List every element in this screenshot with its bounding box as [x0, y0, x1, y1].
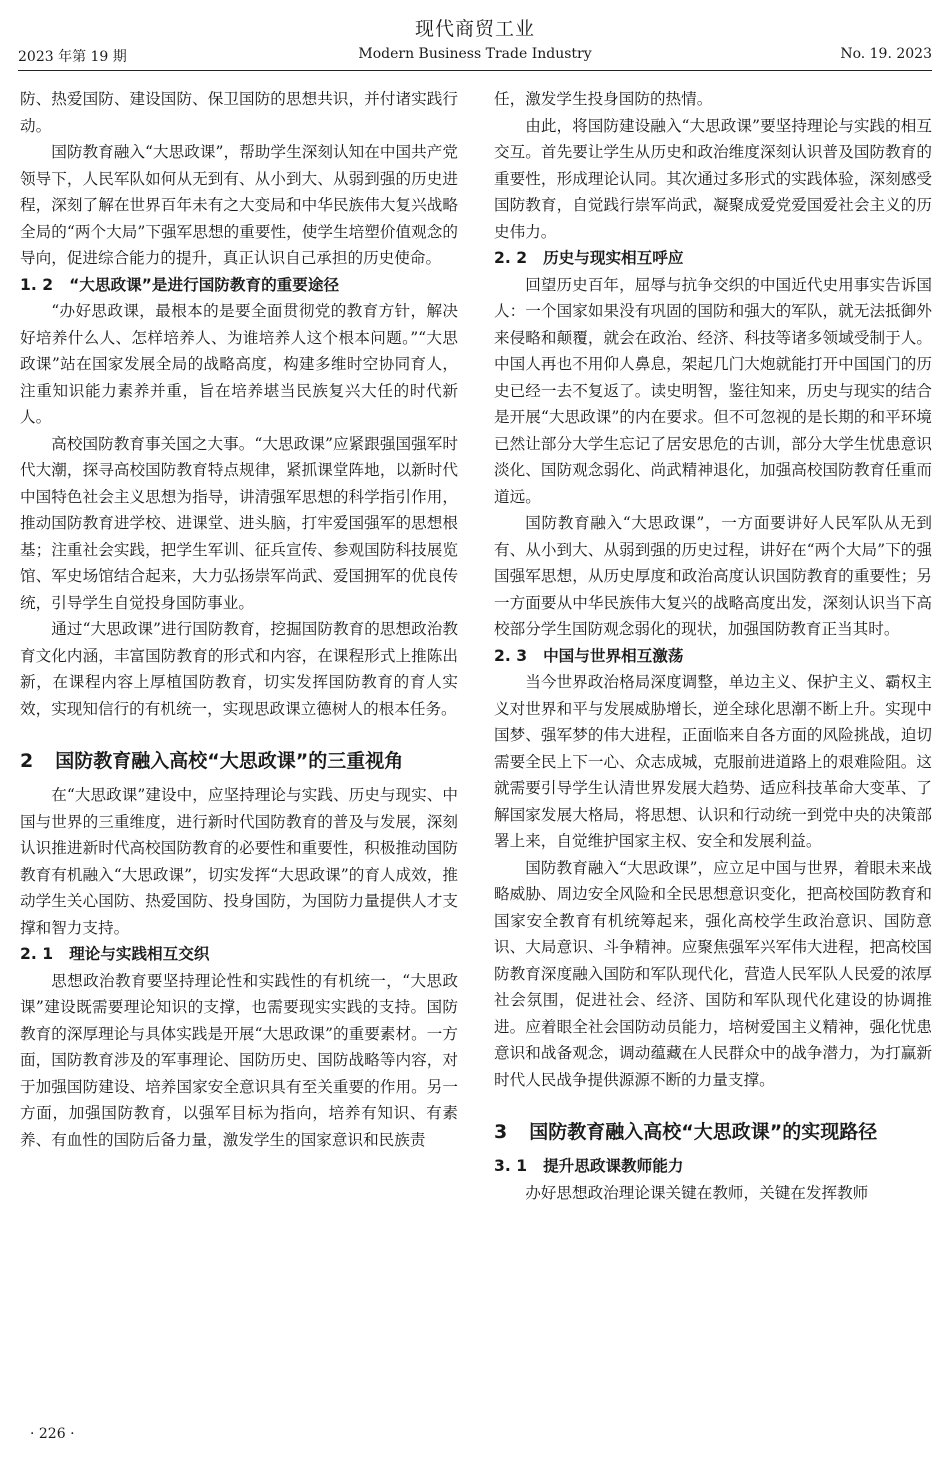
section-heading-3 [494, 1117, 932, 1147]
left-column [20, 86, 458, 1153]
section-heading-2 [20, 746, 458, 776]
heading-text: 提升思政课教师能力 [543, 1157, 684, 1175]
issue-cn: 2023 年第 19 期 [18, 49, 127, 65]
heading-text: 理论与实践相互交织 [69, 945, 210, 963]
issue-no: No. 19. 2023 [840, 46, 932, 62]
paragraph: 在“大思政课”建设中，应坚持理论与实践、历史与现实、中国与世界的三重维度，进行新时代国防教育的普及与发展，深刻认识推进新时代高校国防教育的必要性和重要性，积极推动国防教育有机融入“大思政课”，切实发挥“大思政课”的育人成效，推动学生关心国防、热爱国防、投身国防，为国防力量提供人才支撑和智力支持。 [20, 786, 458, 937]
paragraph: 高校国防教育事关国之大事。“大思政课”应紧跟强国强军时代大潮，探寻高校国防教育特点规律，紧抓课堂阵地，以新时代中国特色社会主义思想为指导，讲清强军思想的科学指引作用，推动国防教育进学校、进课堂、进头脑，打牢爱国强军的思想根基；注重社会实践，把学生军训、征兵宣传、参观国防科技展览馆、军史场馆结合起来，大力弘扬崇军尚武、爱国拥军的优良传统，引导学生自觉投身国防事业。 [20, 434, 458, 612]
paragraph: 防、热爱国防、建设国防、保卫国防的思想共识，并付诸实践行动。 [20, 90, 458, 135]
paragraph: 回望历史百年，屈辱与抗争交织的中国近代史用事实告诉国人：一个国家如果没有巩固的国防和强大的军队，就无法抵御外来侵略和颠覆，就会在政治、经济、科技等诸多领域受制于人。中国人再也不用仰人鼻息，架起几门大炮就能打开中国国门的历史已经一去不复返了。读史明智，鉴往知来，历史与现实的结合是开展“大思政课”的内在要求。但不可忽视的是长期的和平环境已然让部分大学生忘记了居安思危的古训，部分大学生忧患意识淡化、国防观念弱化、尚武精神退化，加强高校国防教育任重而道远。 [494, 275, 932, 506]
journal-en: Modern Business Trade Industry [358, 46, 592, 62]
heading-number: 2. 2 [494, 249, 528, 267]
paragraph: 任，激发学生投身国防的热情。 [494, 90, 713, 108]
heading-text: “大思政课”是进行国防教育的重要途径 [69, 275, 340, 294]
heading-number: 2. 1 [20, 945, 54, 963]
subsection-heading-1-2 [20, 272, 458, 299]
paragraph: 思想政治教育要坚持理论性和实践性的有机统一，“大思政课”建设既需要理论知识的支撑，也需要现实实践的支持。国防教育的深厚理论与具体实践是开展“大思政课”的重要素材。一方面，国防教育涉及的军事理论、国防历史、国防战略等内容，对于加强国防建设、培养国家安全意识具有至关重要的作用。另一方面，加强国防教育，以强军目标为指向，培养有知识、有素养、有血性的国防后备力量，激发学生的国家意识和民族责 [20, 971, 458, 1149]
running-header [18, 46, 932, 68]
right-column [494, 86, 932, 1206]
subsection-heading-2-2 [494, 245, 932, 272]
heading-number: 1. 2 [20, 275, 54, 294]
heading-text: 国防教育融入高校“大思政课”的三重视角 [55, 750, 404, 772]
heading-text: 中国与世界相互激荡 [543, 646, 684, 665]
paragraph: 国防教育融入“大思政课”，应立足中国与世界，着眼未来战略威胁、周边安全风险和全民思想意识变化，把高校国防教育和国家安全教育有机统筹起来，强化高校学生政治意识、国防意识、大局意识、斗争精神。应聚焦强军兴军伟大进程，把高校国防教育深度融入国防和军队现代化，营造人民军队人民爱的浓厚社会氛围，促进社会、经济、国防和军队现代化建设的协调推进。应着眼全社会国防动员能力，培树爱国主义精神，强化忧患意识和战备观念，调动蕴藏在人民群众中的战争潜力，为打赢新时代人民战争提供源源不断的力量支撑。 [494, 858, 932, 1089]
paragraph: 国防教育融入“大思政课”，一方面要讲好人民军队从无到有、从小到大、从弱到强的历史过程，讲好在“两个大局”下的强国强军思想，从历史厚度和政治高度认识国防教育的重要性；另一方面要从中华民族伟大复兴的战略高度出发，深刻认识当下高校部分学生国防观念弱化的现状，加强国防教育正当其时。 [494, 514, 932, 638]
header-rule [18, 70, 932, 71]
heading-number: 2. 3 [494, 646, 528, 665]
page-number: · 226 · [30, 1426, 75, 1442]
paragraph: 办好思想政治理论课关键在教师，关键在发挥教师 [525, 1183, 869, 1202]
subsection-heading-2-1 [20, 941, 458, 968]
heading-number: 3 [494, 1121, 508, 1143]
paragraph: 国防教育融入“大思政课”，帮助学生深刻认知在中国共产党领导下，人民军队如何从无到有、从小到大、从弱到强的历史进程，深刻了解在世界百年未有之大变局和中华民族伟大复兴战略全局的“两个大局”下强军思想的重要性，使学生培塑价值观念的导向，促进综合能力的提升，真正认识自己承担的历史使命。 [20, 143, 458, 267]
paragraph: 由此，将国防建设融入“大思政课”要坚持理论与实践的相互交互。首先要让学生从历史和政治维度深刻认识普及国防教育的重要性，形成理论认同。其次通过多形式的实践体验，深刻感受国防教育，自觉践行崇军尚武，凝聚成爱党爱国爱社会主义的历史伟力。 [494, 116, 932, 241]
paragraph: 当今世界政治格局深度调整，单边主义、保护主义、霸权主义对世界和平与发展威胁增长，逆全球化思潮不断上升。实现中国梦、强军梦的伟大进程，正面临来自各方面的风险挑战，迫切需要全民上下一心、众志成城，克服前进道路上的艰难险阻。这就需要引导学生认清世界发展大趋势、适应科技革命大变革、了解国家发展大格局，将思想、认识和行动统一到党中央的决策部署上来，自觉维护国家主权、安全和发展利益。 [494, 673, 932, 850]
heading-number: 2 [20, 750, 34, 772]
paragraph: 通过“大思政课”进行国防教育，挖掘国防教育的思想政治教育文化内涵，丰富国防教育的形式和内容，在课程形式上推陈出新，在课程内容上厚植国防教育，切实发挥国防教育的育人实效，实现知信行的有机统一，实现思政课立德树人的根本任务。 [20, 620, 458, 718]
heading-text: 国防教育融入高校“大思政课”的实现路径 [529, 1121, 878, 1143]
heading-number: 3. 1 [494, 1157, 528, 1175]
journal-title: 现代商贸工业 [414, 18, 535, 40]
paragraph: “办好思政课，最根本的是要全面贯彻党的教育方针，解决好培养什么人、怎样培养人、为谁培养人这个根本问题。”“大思政课”站在国家发展全局的战略高度，构建多维时空协同育人，注重知识能力素养并重，旨在培养堪当民族复兴大任的时代新人。 [20, 302, 458, 426]
subsection-heading-3-1 [494, 1153, 932, 1180]
heading-text: 历史与现实相互呼应 [543, 249, 684, 267]
subsection-heading-2-3 [494, 643, 932, 670]
